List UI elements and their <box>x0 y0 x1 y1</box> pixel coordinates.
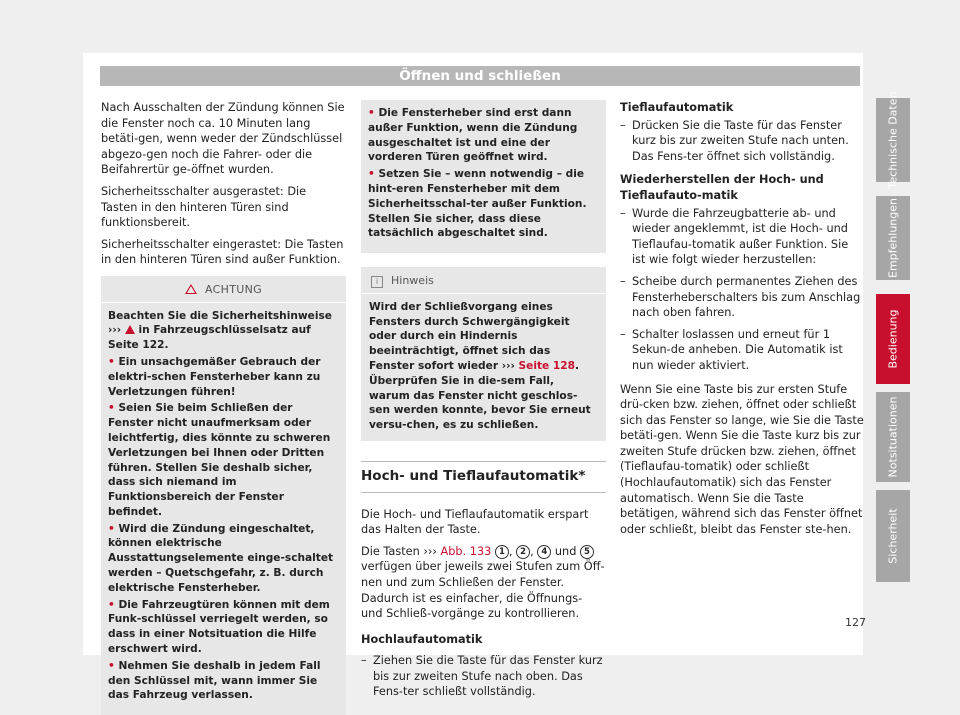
column-3 <box>620 100 865 543</box>
warning-bullet: • Setzen Sie – wenn notwendig – die hint-eren Fensterheber mit dem Sicherheitsschal-ter außer Funktion. Stellen Sie sicher, dass diese tatsächlich abgeschaltet sind. <box>368 168 587 240</box>
paragraph: Die Hoch- und Tieflaufautomatik erspart das Halten der Taste. <box>361 507 589 537</box>
paragraph: Nach Ausschalten der Zündung können Sie die Fenster noch ca. 10 Minuten lang betäti-gen, wenn weder der Zündschlüssel abgezo-gen noch die Fahrer- oder die Beifahrertür ge-öffnet wurden. <box>101 101 345 177</box>
section-title: Hoch- und Tieflaufautomatik* <box>361 461 606 493</box>
warning-icon <box>185 284 197 294</box>
callout-number: 1 <box>495 545 509 559</box>
warning-icon <box>125 325 135 334</box>
warning-title: ACHTUNG <box>205 282 262 296</box>
tab-bedienung[interactable]: Bedienung <box>876 294 910 384</box>
column-2 <box>361 100 606 702</box>
warning-body <box>101 303 346 715</box>
tab-sicherheit[interactable]: Sicherheit <box>876 490 910 582</box>
callout-number: 4 <box>537 545 551 559</box>
warning-reference-link[interactable]: in Fahrzeugschlüsselsatz auf Seite 122. <box>108 324 311 352</box>
warning-header <box>101 276 346 303</box>
tab-empfehlungen[interactable]: Empfehlungen <box>876 196 910 280</box>
paragraph: Sicherheitsschalter eingerastet: Die Tasten in den hinteren Türen sind außer Funktion. <box>101 237 344 267</box>
hint-header <box>361 267 606 294</box>
paragraph: Sicherheitsschalter ausgerastet: Die Tasten in den hinteren Türen sind funktionsbereit. <box>101 184 307 230</box>
column-1 <box>101 100 346 715</box>
page-number: 127 <box>845 616 866 629</box>
subheading: Hochlaufautomatik <box>361 632 483 646</box>
warning-bullet: • Die Fensterheber sind erst dann außer Funktion, wenn die Zündung ausgeschaltet ist und eine der vorderen Türen geöffnet wird. <box>368 107 578 164</box>
callout-number: 5 <box>580 545 594 559</box>
callout-number: 2 <box>516 545 530 559</box>
warning-box <box>101 276 346 715</box>
warning-body <box>361 100 606 253</box>
dash-item: – Wurde die Fahrzeugbatterie ab- und wieder angeklemmt, ist die Hoch- und Tieflaufau-tomatik außer Funktion. Sie ist wie folgt wieder herzustellen: <box>620 206 849 267</box>
warning-intro-text: Beachten Sie die Sicherheitshinweise ››› <box>108 309 332 337</box>
hint-title: Hinweis <box>391 274 434 288</box>
tab-technische-daten[interactable]: Technische Daten <box>876 98 910 182</box>
dash-item: – Scheibe durch permanentes Ziehen des Fensterheberschalters bis zum Anschlag nach oben fahren. <box>620 274 861 320</box>
paragraph: Die Tasten ››› Abb. 133 1 , 2 , 4 und 5 verfügen über jeweils zwei Stufen zum Öff-nen und zum Schließen der Fenster. Dadurch ist es einfacher, die Öffnungs- und Schließ-vorgänge zu kontrollieren. <box>361 544 605 621</box>
info-icon: i <box>371 276 383 288</box>
subheading: Tieflaufautomatik <box>620 101 734 114</box>
hint-page-link[interactable]: Seite 128 <box>518 359 576 372</box>
subheading: Wiederherstellen der Hoch- und Tieflaufauto-matik <box>620 173 824 202</box>
dash-item: – Ziehen Sie die Taste für das Fenster kurz bis zur zweiten Stufe nach oben. Das Fens-ter schließt vollständig. <box>361 654 603 699</box>
warning-bullet: • Seien Sie beim Schließen der Fenster nicht unaufmerksam oder leichtfertig, dies könnte zu schweren Verletzungen bei Ihnen oder Dritten führen. Stellen Sie deshalb sicher, dass sich niemand im Funktionsbereich der Fenster befindet. <box>108 402 331 518</box>
paragraph: Wenn Sie eine Taste bis zur ersten Stufe drü-cken bzw. ziehen, öffnet oder schließt sich das Fenster so lange, wie Sie die Taste betäti-gen. Wenn Sie die Taste kurz bis zur zweiten Stufe drücken bzw. ziehen, öffnet (Tieflaufau-tomatik) oder schließt (Hochlaufautomatik) sich das Fenster automatisch. Wenn Sie die Taste betätigen, während sich das Fenster öffnet oder schließt, bleibt das Fenster ste-hen. <box>620 382 864 536</box>
warning-box-continued <box>361 100 606 253</box>
tab-notsituationen[interactable]: Notsituationen <box>876 392 910 482</box>
hint-body: Wird der Schließvorgang eines Fensters durch Schwergängigkeit oder durch ein Hindernis beeinträchtigt, öffnet sich das Fenster sofort wieder ››› Seite 128. Überprüfen Sie in die-sem Fall, warum das Fenster nicht geschlos-sen werden konnte, bevor Sie erneut versu-chen, es zu schließen. <box>369 300 591 432</box>
warning-bullet: • Wird die Zündung eingeschaltet, können elektrische Ausstattungselemente einge-schaltet werden – Quetschgefahr, z. B. durch elektrische Fensterheber. <box>108 522 334 594</box>
dash-item: – Schalter loslassen und erneut für 1 Sekun-de anheben. Die Automatik ist nun wieder aktiviert. <box>620 327 843 372</box>
warning-intro <box>108 309 339 353</box>
warning-bullet: • Nehmen Sie deshalb in jedem Fall den Schlüssel mit, wann immer Sie das Fahrzeug verlassen. <box>108 659 321 702</box>
page-header: Öffnen und schließen <box>100 66 860 86</box>
figure-link[interactable]: Abb. 133 <box>440 544 492 558</box>
warning-bullet: • Die Fahrzeugtüren können mit dem Funk-schlüssel verriegelt werden, so dass in einer Notsituation die Hilfe erschwert wird. <box>108 598 330 656</box>
dash-item: – Drücken Sie die Taste für das Fenster kurz bis zur zweiten Stufe nach unten. Das Fens-ter öffnet sich vollständig. <box>620 118 849 163</box>
hint-box <box>361 267 606 441</box>
warning-bullet: • Ein unsachgemäßer Gebrauch der elektri-schen Fensterheber kann zu Verletzungen führen! <box>108 355 321 398</box>
